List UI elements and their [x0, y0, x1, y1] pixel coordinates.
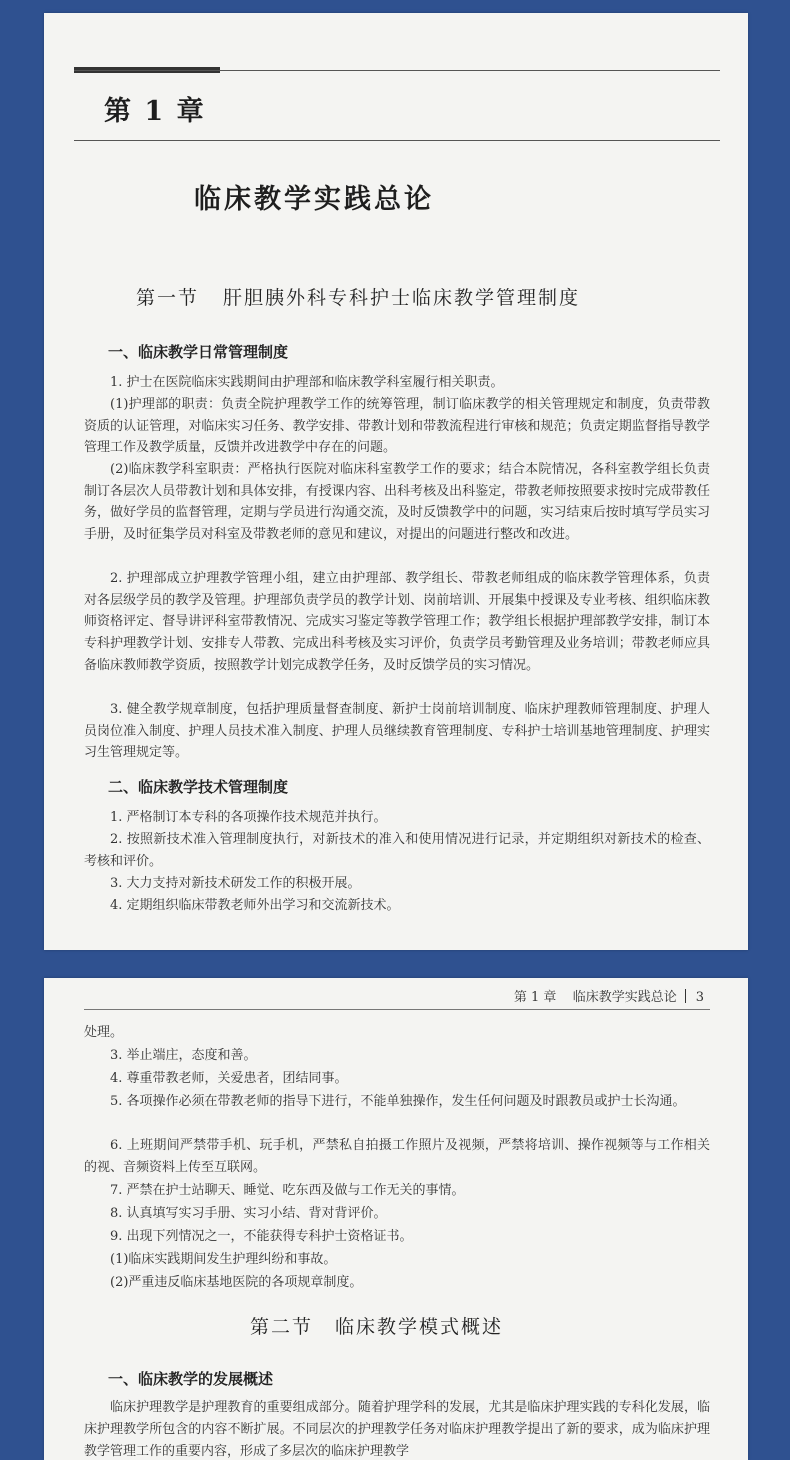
paragraph: 3. 大力支持对新技术研发工作的积极开展。	[110, 876, 361, 891]
book-page-2	[44, 978, 748, 1460]
text-line: (1)临床实践期间发生护理纠纷和事故。	[110, 1252, 337, 1267]
chapter-rule-top	[74, 70, 720, 71]
chapter-rule-bottom	[74, 140, 720, 141]
text-line: 7. 严禁在护士站聊天、睡觉、吃东西及做与工作无关的事情。	[110, 1183, 465, 1198]
book-page-1	[44, 13, 748, 950]
paragraph: 2. 按照新技术准入管理制度执行，对新技术的准入和使用情况进行记录，并定期组织对新技术的检查、考核和评价。	[84, 832, 710, 869]
text-line: (2)严重违反临床基地医院的各项规章制度。	[110, 1275, 363, 1290]
paragraph: 2. 护理部成立护理教学管理小组，建立由护理部、教学组长、带教老师组成的临床教学管理体系，负责对各层级学员的教学及管理。护理部负责学员的教学计划、岗前培训、开展集中授课及专业考核、组织临床教师资格评定、督导讲评科室带教情况、完成实习鉴定等教学管理工作；教学组长根据护理部教学安排，制订本专科护理教学计划、安排专人带教、完成出科考核及实习评价，负责学员考勤管理及业务培训；带教老师应具备临床教师教学资质，按照教学计划完成教学任务，及时反馈学员的实习情况。	[84, 571, 710, 673]
running-head-rule	[84, 1009, 710, 1010]
section-number: 第二节	[250, 1316, 314, 1338]
paragraph: 5. 各项操作必须在带教老师的指导下进行，不能单独操作，发生任何问题及时跟教员或护士长沟通。	[110, 1094, 686, 1109]
page-number: 3	[695, 990, 704, 1005]
running-head	[514, 986, 704, 1005]
paragraph: 3. 健全教学规章制度，包括护理质量督查制度、新护士岗前培训制度、临床护理教师管理制度、护理人员岗位准入制度、护理人员技术准入制度、护理人员继续教育管理制度、专科护士培训基地管理制度、护理实习生管理规定等。	[84, 702, 710, 761]
paragraph: 临床护理教学是护理教育的重要组成部分。随着护理学科的发展，尤其是临床护理实践的专科化发展，临床护理教学所包含的内容不断扩展。不同层次的护理教学任务对临床护理教学提出了新的要求，成为临床护理教学管理工作的重要内容，形成了多层次的临床护理教学	[84, 1400, 710, 1459]
heading-daily-management: 一、临床教学日常管理制度	[108, 343, 289, 361]
section-name: 临床教学模式概述	[335, 1316, 504, 1338]
paragraph: 1. 严格制订本专科的各项操作技术规范并执行。	[110, 810, 387, 825]
chapter-title: 临床教学实践总论	[194, 184, 434, 215]
paragraph: 4. 定期组织临床带教老师外出学习和交流新技术。	[110, 898, 400, 913]
text-line: 处理。	[84, 1025, 124, 1040]
text-line: 3. 举止端庄，态度和善。	[110, 1048, 257, 1063]
section-name: 肝胆胰外科专科护士临床教学管理制度	[223, 287, 581, 309]
text-line: 9. 出现下列情况之一，不能获得专科护士资格证书。	[110, 1229, 413, 1244]
chapter-label: 第 1 章	[104, 96, 206, 127]
text-line: 4. 尊重带教老师，关爱患者，团结同事。	[110, 1071, 348, 1086]
text-line: 8. 认真填写实习手册、实习小结、背对背评价。	[110, 1206, 387, 1221]
heading-development-overview: 一、临床教学的发展概述	[108, 1370, 274, 1388]
paragraph: (2)临床教学科室职责：严格执行医院对临床科室教学工作的要求；结合本院情况，各科室教学组长负责制订各层次人员带教计划和具体安排，有授课内容、出科考核及出科鉴定，带教老师按照要求按时完成带教任务，做好学员的监督管理，定期与学员进行沟通交流，及时反馈教学中的问题，实习结束后按时填写学员实习手册，及时征集学员对科室及带教老师的意见和建议，对提出的问题进行整改和改进。	[84, 462, 710, 543]
running-head-title: 临床教学实践总论	[572, 990, 677, 1005]
running-head-chapter: 第 1 章	[513, 990, 557, 1005]
paragraph: 6. 上班期间严禁带手机、玩手机，严禁私自拍摄工作照片及视频，严禁将培训、操作视频等与工作相关的视、音频资料上传至互联网。	[84, 1138, 710, 1175]
running-head-divider	[685, 989, 686, 1003]
paragraph: (1)护理部的职责：负责全院护理教学工作的统筹管理，制订临床教学的相关管理规定和制度，负责带教资质的认证管理，对临床实习任务、教学安排、带教计划和带教流程进行审核和规范；负责定期监督指导教学管理工作及教学质量，反馈并改进教学中存在的问题。	[84, 397, 710, 456]
heading-technical-management: 二、临床教学技术管理制度	[108, 778, 289, 796]
section-title	[250, 1312, 503, 1339]
section-number: 第一节	[136, 287, 200, 309]
section-title	[136, 283, 580, 310]
paragraph: 1. 护士在医院临床实践期间由护理部和临床教学科室履行相关职责。	[110, 375, 504, 390]
